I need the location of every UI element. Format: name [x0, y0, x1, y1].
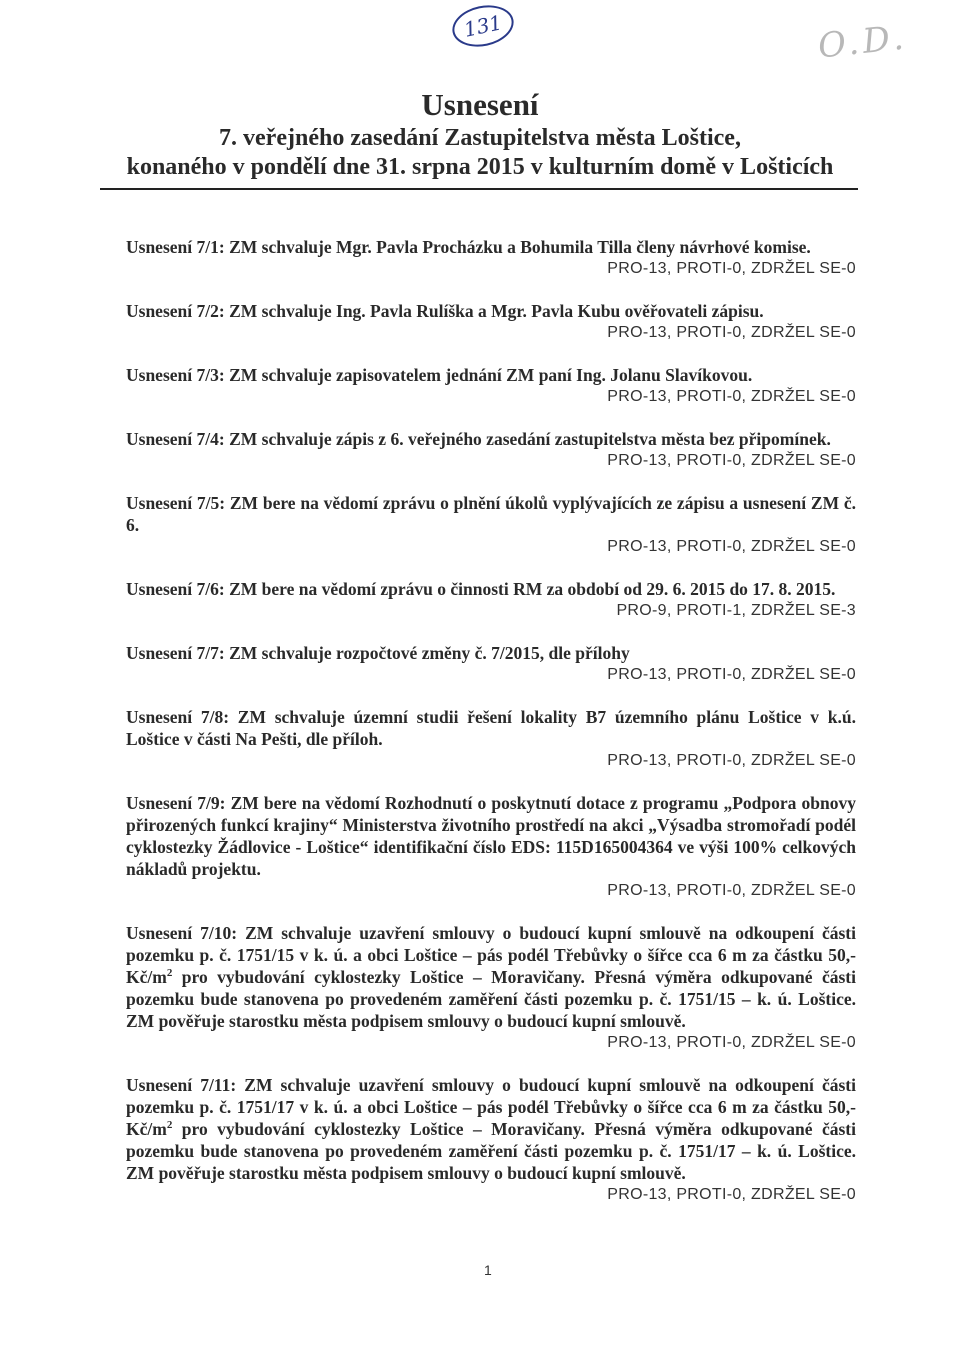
resolution-text: ZM bere na vědomí Rozhodnutí o poskytnutí dotace z programu „Podpora obnovy přirozených funkcí krajiny“ Ministerstva životního prostředí na akci „Výsadba stromořadí podél cyklostezky Žádlovice - Loštice“ identifikační číslo EDS: 115D165004364 ve výši 100% celkových nákladů projektu. — [126, 793, 856, 879]
resolution-label: Usnesení 7/11: — [126, 1075, 237, 1095]
resolution-7-2 — [126, 300, 856, 344]
resolution-label: Usnesení 7/5: — [126, 493, 226, 513]
resolution-7-4 — [126, 428, 856, 472]
page-stamp — [449, 0, 518, 52]
handwritten-initials — [816, 17, 909, 66]
resolution-text-part-1: ZM schvaluje uzavření smlouvy o budoucí kupní smlouvě na odkoupení části pozemku p. č. 1751/17 v k. ú. a obci Loštice – pás podél Třebůvky o šířce cca 6 m za částku 50,- Kč/m — [126, 1075, 856, 1139]
resolution-text-part-1: ZM schvaluje uzavření smlouvy o budoucí kupní smlouvě na odkoupení části pozemku p. č. 1751/15 v k. ú. a obci Loštice – pás podél Třebůvky o šířce cca 6 m za částku 50,- Kč/m — [126, 923, 856, 987]
initials-text: O.D. — [816, 17, 910, 67]
resolution-text: ZM schvaluje územní studii řešení lokality B7 územního plánu Loštice v k.ú. Loštice v části Na Pešti, dle příloh. — [126, 707, 856, 749]
vote-result: PRO-13, PROTI-0, ZDRŽEL SE-0 — [607, 260, 856, 277]
resolution-label: Usnesení 7/2: — [126, 301, 225, 321]
resolution-7-1 — [126, 236, 856, 280]
resolutions-list — [126, 236, 856, 1226]
vote-result: PRO-13, PROTI-0, ZDRŽEL SE-0 — [607, 1034, 856, 1051]
vote-result: PRO-13, PROTI-0, ZDRŽEL SE-0 — [607, 324, 856, 341]
resolution-label: Usnesení 7/9: — [126, 793, 226, 813]
resolution-7-9 — [126, 792, 856, 902]
superscript: 2 — [166, 1119, 173, 1132]
stamp-number: 131 — [461, 10, 505, 42]
page-number: 1 — [484, 1262, 492, 1278]
vote-result: PRO-13, PROTI-0, ZDRŽEL SE-0 — [607, 752, 856, 769]
resolution-text-part-2: pro vybudování cyklostezky Loštice – Moravičany. Přesná výměra odkupované části pozemku bude stanovena po provedeném zaměření části pozemku p. č. 1751/15 – k. ú. Loštice. ZM pověřuje starostku města podpisem smlouvy o budoucí kupní smlouvě. — [126, 967, 856, 1031]
resolution-7-5 — [126, 492, 856, 558]
vote-result: PRO-13, PROTI-0, ZDRŽEL SE-0 — [607, 388, 856, 405]
resolution-label: Usnesení 7/10: — [126, 923, 238, 943]
resolution-7-8 — [126, 706, 856, 772]
vote-result: PRO-13, PROTI-0, ZDRŽEL SE-0 — [607, 1186, 856, 1203]
resolution-text: ZM schvaluje Ing. Pavla Rulíška a Mgr. Pavla Kubu ověřovateli zápisu. — [229, 301, 764, 321]
resolution-7-11 — [126, 1074, 856, 1206]
document-header — [0, 86, 960, 182]
vote-result: PRO-13, PROTI-0, ZDRŽEL SE-0 — [607, 538, 856, 555]
vote-result: PRO-13, PROTI-0, ZDRŽEL SE-0 — [607, 882, 856, 899]
resolution-label: Usnesení 7/3: — [126, 365, 225, 385]
resolution-text-part-2: pro vybudování cyklostezky Loštice – Moravičany. Přesná výměra odkupované části pozemku bude stanovena po provedeném zaměření části pozemku p. č. 1751/17 – k. ú. Loštice. ZM pověřuje starostku města podpisem smlouvy o budoucí kupní smlouvě. — [126, 1119, 856, 1183]
document-subtitle-line-2: konaného v pondělí dne 31. srpna 2015 v kulturním domě v Lošticích — [126, 154, 834, 180]
resolution-7-7 — [126, 642, 856, 686]
resolution-label: Usnesení 7/8: — [126, 707, 230, 727]
resolution-label: Usnesení 7/6: — [126, 579, 225, 599]
resolution-label: Usnesení 7/1: — [126, 237, 225, 257]
resolution-text: ZM schvaluje Mgr. Pavla Procházku a Bohumila Tilla členy návrhové komise. — [229, 237, 811, 257]
vote-result: PRO-13, PROTI-0, ZDRŽEL SE-0 — [607, 666, 856, 683]
resolution-label: Usnesení 7/7: — [126, 643, 225, 663]
resolution-text: ZM schvaluje zápis z 6. veřejného zasedání zastupitelstva města bez připomínek. — [229, 429, 831, 449]
header-divider — [100, 188, 858, 190]
resolution-text: ZM schvaluje rozpočtové změny č. 7/2015, dle přílohy — [229, 643, 630, 663]
vote-result: PRO-13, PROTI-0, ZDRŽEL SE-0 — [607, 452, 856, 469]
resolution-label: Usnesení 7/4: — [126, 429, 225, 449]
document-title: Usnesení — [421, 87, 539, 122]
resolution-text: ZM bere na vědomí zprávu o činnosti RM za období od 29. 6. 2015 do 17. 8. 2015. — [229, 579, 836, 599]
resolution-7-10 — [126, 922, 856, 1054]
resolution-text: ZM bere na vědomí zprávu o plnění úkolů vyplývajících ze zápisu a usnesení ZM č. 6. — [126, 493, 857, 535]
resolution-7-6 — [126, 578, 856, 622]
resolution-text: ZM schvaluje zapisovatelem jednání ZM paní Ing. Jolanu Slavíkovou. — [229, 365, 753, 385]
document-subtitle-line-1: 7. veřejného zasedání Zastupitelstva města Loštice, — [219, 125, 741, 151]
superscript: 2 — [166, 967, 173, 980]
resolution-7-3 — [126, 364, 856, 408]
vote-result: PRO-9, PROTI-1, ZDRŽEL SE-3 — [616, 602, 856, 619]
